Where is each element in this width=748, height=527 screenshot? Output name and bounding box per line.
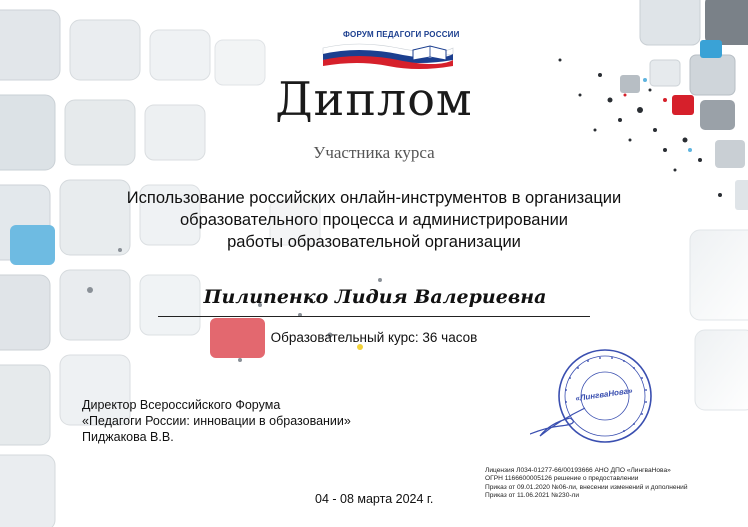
director-line: Директор Всероссийского Форума — [82, 398, 281, 412]
license-info — [485, 467, 688, 501]
license-line: ОГРН 1166600005126 решение о предоставлении — [485, 475, 639, 483]
logo-text: ФОРУМ ПЕДАГОГИ РОССИИ — [343, 30, 460, 39]
director-signature-block — [82, 397, 351, 445]
diploma-subtitle: Участника курса — [313, 143, 435, 162]
course-dates: 04 - 08 марта 2024 г. — [315, 492, 434, 506]
course-title — [90, 187, 658, 253]
license-line: Лицензия Л034-01277-66/00193666 АНО ДПО «ЛингваНова» — [485, 467, 671, 474]
recipient-name: Пилипенко Лидия Валериевна — [203, 286, 547, 308]
diploma-title: Диплом — [275, 72, 473, 126]
director-line: Пиджакова В.В. — [82, 430, 174, 444]
course-title-line: образовательного процесса и администрировании — [179, 211, 569, 229]
organization-seal-stamp — [530, 348, 680, 458]
director-line: «Педагоги России: инновации в образовании» — [82, 414, 351, 428]
license-line: Приказ от 09.01.2020 №06-ли, внесении изменений и дополнений — [485, 483, 688, 491]
license-line: Приказ от 11.06.2021 №230-ли — [485, 492, 580, 500]
seal-center-label: «ЛингваНова» — [574, 386, 634, 403]
course-title-line: работы образовательной организации — [227, 233, 521, 251]
name-underline — [158, 316, 590, 317]
course-duration: Образовательный курс: 36 часов — [270, 330, 478, 345]
course-title-line: Использование российских онлайн-инструментов в организации — [126, 189, 622, 207]
